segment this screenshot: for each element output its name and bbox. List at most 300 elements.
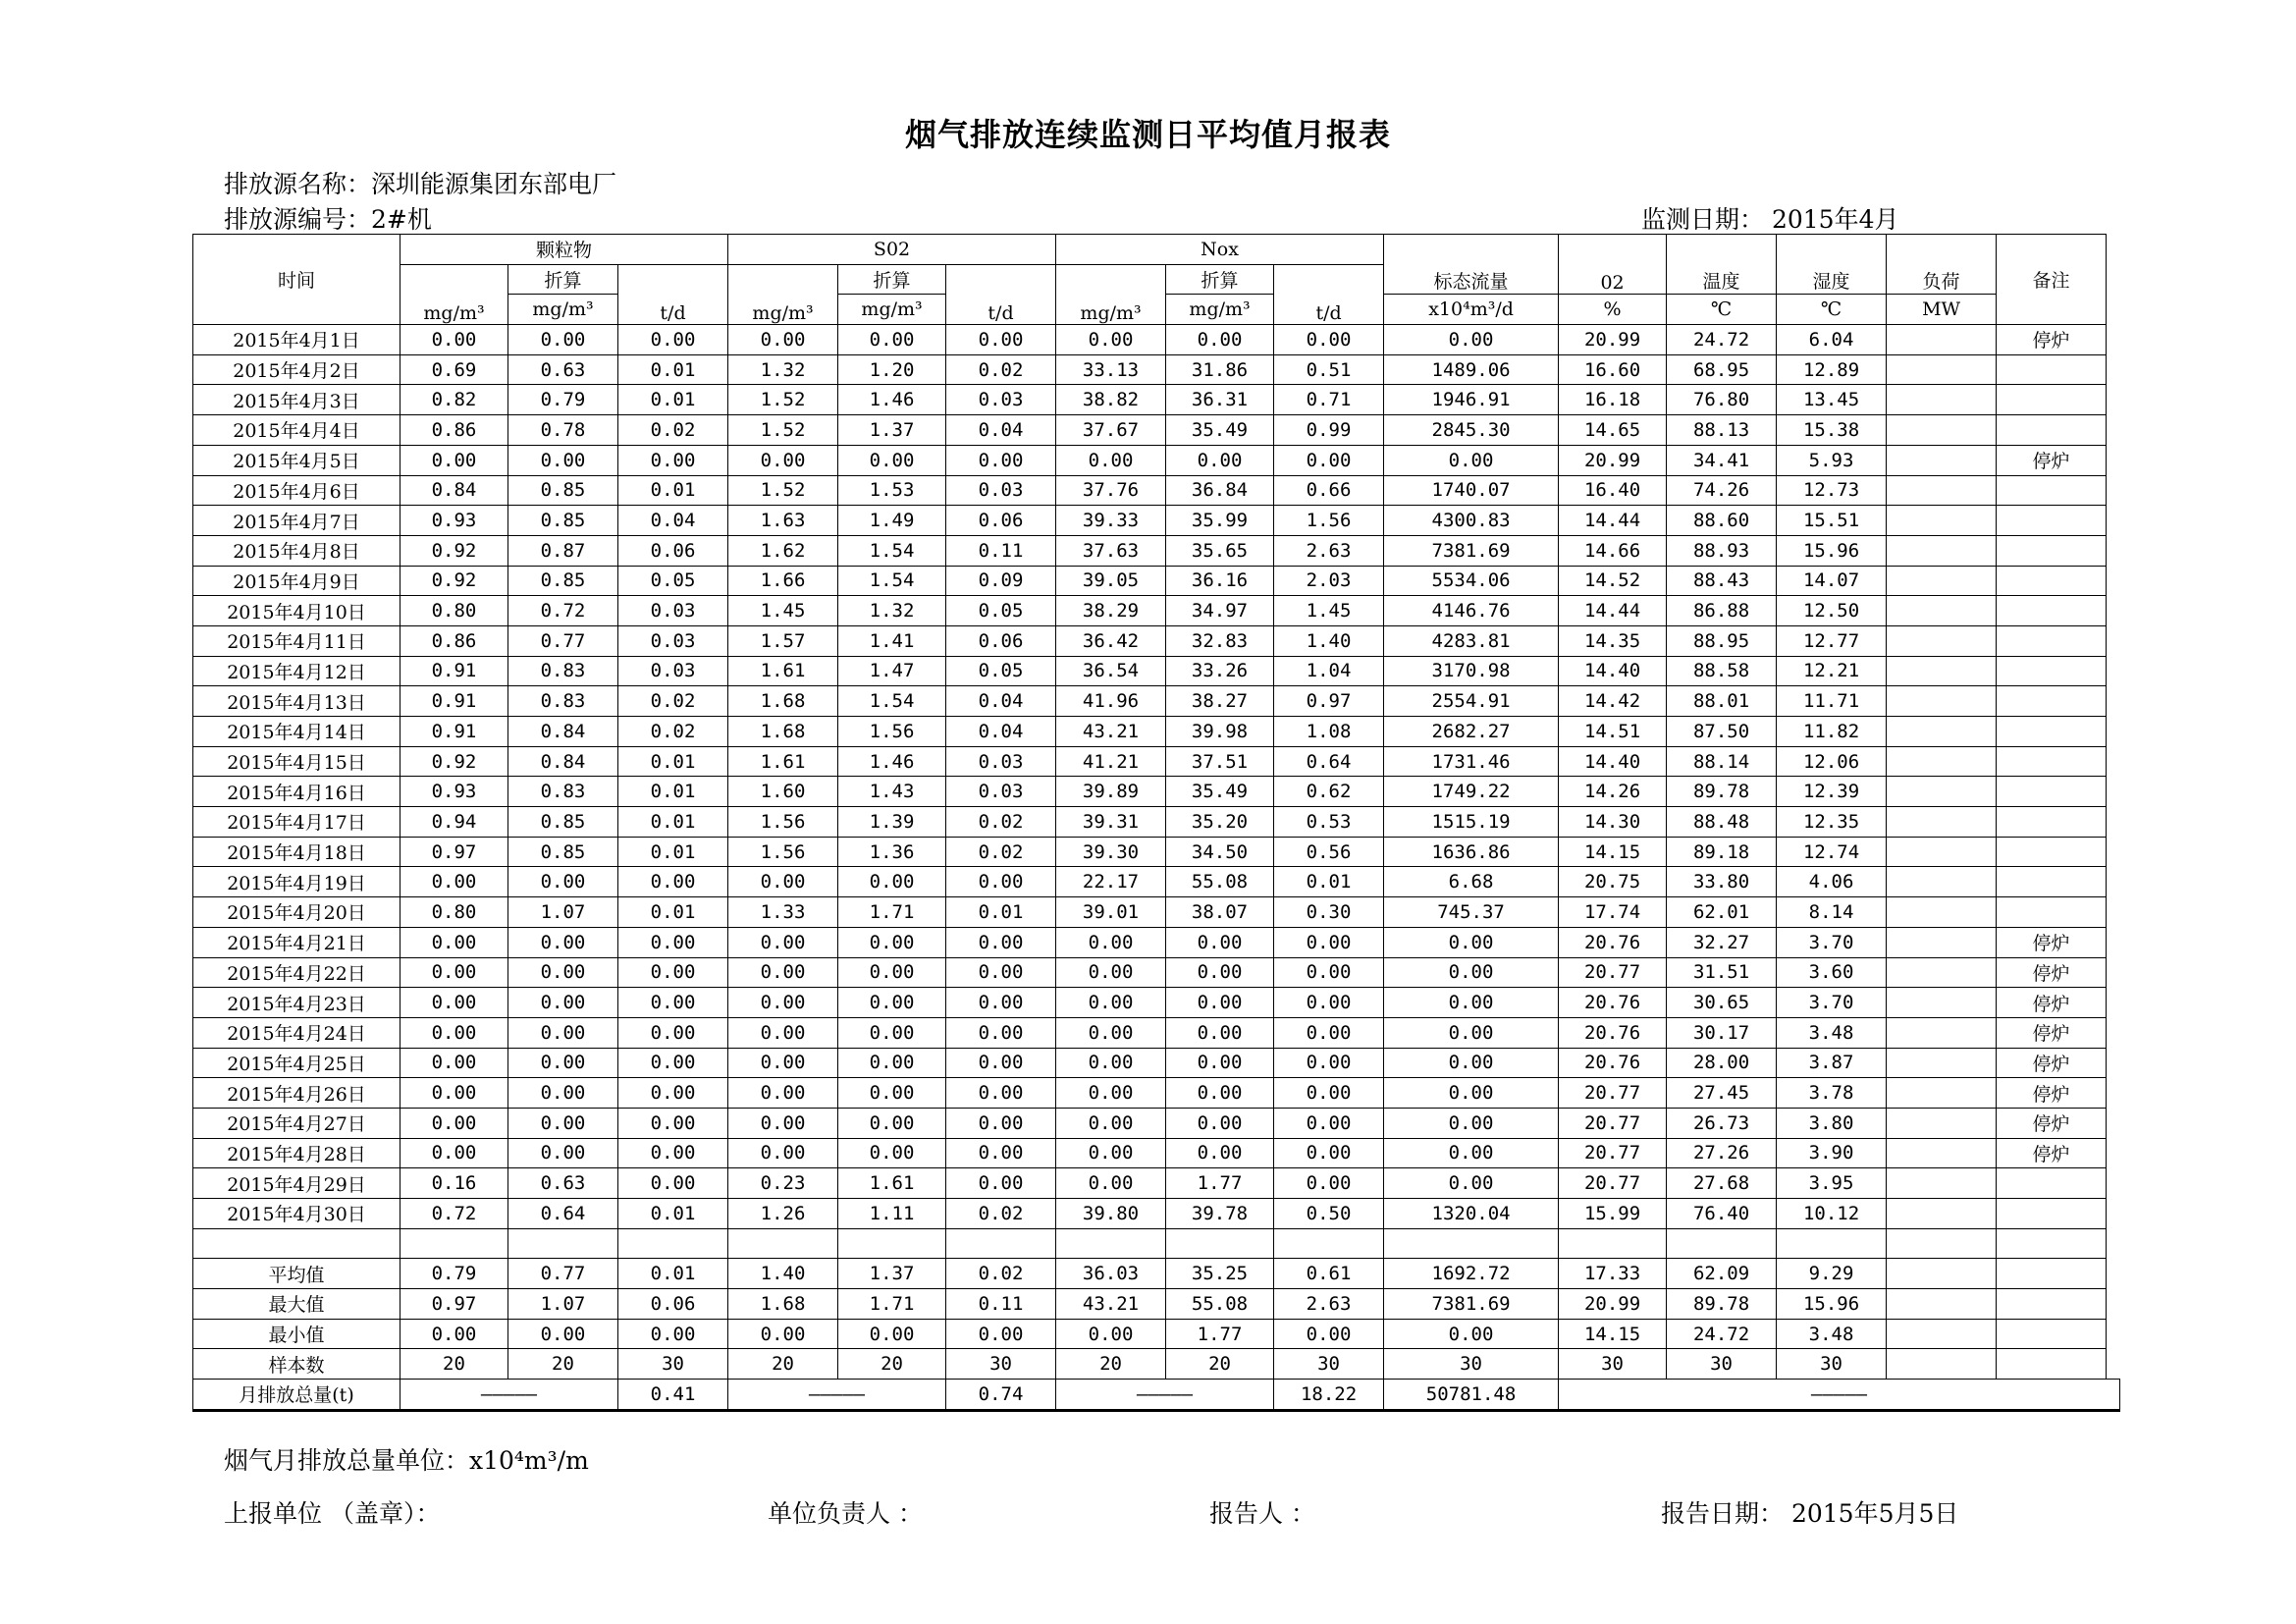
data-cell: 1.62 [728,535,838,566]
data-cell: 0.00 [838,1138,946,1168]
data-cell: 0.00 [946,867,1056,897]
data-cell [1887,1048,1997,1078]
data-cell: 0.00 [618,1048,728,1078]
data-cell: 74.26 [1667,475,1777,506]
data-cell: 12.77 [1777,625,1887,656]
data-cell: 10.12 [1777,1199,1887,1229]
data-cell: 0.83 [508,777,618,807]
data-cell: 0.01 [946,897,1056,928]
row-label-cell: 2015年4月18日 [193,837,400,867]
data-cell: 0.00 [1384,1319,1559,1349]
data-cell [1887,1017,1997,1048]
data-cell: 0.80 [400,897,508,928]
data-cell: 1.36 [838,837,946,867]
table-row [193,746,2120,777]
remark-cell: 停炉 [1997,1078,2107,1109]
data-cell: 1.26 [728,1199,838,1229]
remark-cell [1997,897,2107,928]
remark-cell: 停炉 [1997,988,2107,1018]
data-cell: 39.80 [1056,1199,1166,1229]
data-cell: 1731.46 [1384,746,1559,777]
data-cell [1887,1319,1997,1349]
row-label-cell: 2015年4月10日 [193,596,400,626]
header-humidity-unit: ℃ [1777,295,1887,325]
data-cell: 0.00 [838,988,946,1018]
data-cell: 32.27 [1667,927,1777,957]
data-cell: 0.00 [728,957,838,988]
data-cell: 12.21 [1777,656,1887,686]
data-cell: 0.00 [946,1048,1056,1078]
data-cell [1887,746,1997,777]
data-cell: 0.97 [1274,686,1384,717]
data-cell [1887,625,1997,656]
data-cell: 0.06 [946,506,1056,536]
data-cell: 12.74 [1777,837,1887,867]
header-so2-mg: mg/m³ [728,264,838,324]
data-cell: 3.48 [1777,1017,1887,1048]
data-cell: 0.00 [1166,1017,1274,1048]
remark-cell [1997,1319,2107,1349]
data-cell: 0.06 [618,535,728,566]
data-cell: 0.00 [1166,1108,1274,1138]
data-cell [1887,1078,1997,1109]
data-cell: 0.00 [1274,1319,1384,1349]
data-cell: 2.63 [1274,535,1384,566]
data-cell: 0.00 [618,445,728,475]
empty-cell [193,1228,400,1259]
data-cell: 0.91 [400,656,508,686]
data-cell: 1.56 [1274,506,1384,536]
data-cell: 0.00 [838,1048,946,1078]
data-cell: 0.00 [1384,1048,1559,1078]
data-cell: 0.87 [508,535,618,566]
data-cell: 0.00 [618,1168,728,1199]
data-cell [1887,717,1997,747]
data-cell: 0.64 [508,1199,618,1229]
data-cell: 1.66 [728,566,838,596]
data-cell: 0.82 [400,385,508,415]
empty-cell [508,1228,618,1259]
data-cell: 87.50 [1667,717,1777,747]
total-dash: ————— [400,1380,618,1411]
data-cell: 3.78 [1777,1078,1887,1109]
header-std-flow: 标态流量 [1384,235,1559,295]
data-cell: 20.77 [1559,1108,1667,1138]
row-label-cell: 2015年4月28日 [193,1138,400,1168]
data-cell: 62.09 [1667,1259,1777,1289]
empty-cell [618,1228,728,1259]
data-cell: 0.00 [1056,1017,1166,1048]
remark-cell [1997,777,2107,807]
data-cell: 3.48 [1777,1319,1887,1349]
data-cell: 0.30 [1274,897,1384,928]
data-cell: 1946.91 [1384,385,1559,415]
data-cell: 6.04 [1777,325,1887,355]
data-cell: 20.99 [1559,1289,1667,1320]
data-cell: 0.04 [946,717,1056,747]
data-cell: 0.02 [946,807,1056,838]
data-cell: 1.77 [1166,1319,1274,1349]
header-row-1 [193,235,2120,265]
empty-cell [400,1228,508,1259]
data-cell: 20 [1056,1349,1166,1380]
data-cell: 0.00 [400,957,508,988]
data-cell: 36.03 [1056,1259,1166,1289]
data-cell: 30 [946,1349,1056,1380]
total-dash: ————— [728,1380,946,1411]
data-cell: 20.76 [1559,1017,1667,1048]
data-cell: 0.00 [1056,1108,1166,1138]
data-cell: 34.50 [1166,837,1274,867]
row-label-cell: 2015年4月13日 [193,686,400,717]
data-cell: 0.00 [1056,988,1166,1018]
table-row [193,535,2120,566]
data-cell: 7381.69 [1384,1289,1559,1320]
data-cell: 0.02 [946,1199,1056,1229]
data-cell: 0.00 [838,1108,946,1138]
data-cell: 1.07 [508,1289,618,1320]
data-cell: 88.14 [1667,746,1777,777]
data-cell [1887,807,1997,838]
row-label-cell: 2015年4月22日 [193,957,400,988]
data-cell: 0.91 [400,686,508,717]
data-cell: 34.41 [1667,445,1777,475]
data-cell [1887,596,1997,626]
remark-cell: 停炉 [1997,1048,2107,1078]
data-cell: 0.05 [618,566,728,596]
row-label-cell: 2015年4月24日 [193,1017,400,1048]
header-remark: 备注 [1997,235,2107,325]
data-cell [1887,927,1997,957]
data-cell: 0.62 [1274,777,1384,807]
empty-cell [1384,1228,1559,1259]
data-cell: 1.57 [728,625,838,656]
data-cell: 0.51 [1274,354,1384,385]
data-cell: 0.00 [946,1108,1056,1138]
stats-row [193,1289,2120,1320]
data-cell: 14.66 [1559,535,1667,566]
data-cell: 14.40 [1559,656,1667,686]
data-cell: 0.86 [400,625,508,656]
data-cell: 0.00 [618,1017,728,1048]
data-cell: 0.00 [728,988,838,1018]
remark-cell [1997,867,2107,897]
data-cell: 0.94 [400,807,508,838]
data-cell: 1.37 [838,1259,946,1289]
data-cell: 26.73 [1667,1108,1777,1138]
remark-cell [1997,475,2107,506]
data-cell: 0.00 [838,1078,946,1109]
data-cell: 0.05 [946,656,1056,686]
remark-cell [1997,535,2107,566]
table-row [193,1168,2120,1199]
data-cell: 88.01 [1667,686,1777,717]
header-nox-converted-unit: mg/m³ [1166,295,1274,325]
data-cell: 1.32 [728,354,838,385]
data-cell: 20.99 [1559,325,1667,355]
data-cell [1887,475,1997,506]
data-cell [1887,988,1997,1018]
data-cell: 0.00 [1166,988,1274,1018]
remark-cell [1997,746,2107,777]
data-cell: 0.04 [946,415,1056,446]
data-cell: 1.61 [728,656,838,686]
data-cell: 88.60 [1667,506,1777,536]
data-cell: 36.16 [1166,566,1274,596]
data-cell: 55.08 [1166,1289,1274,1320]
data-cell: 0.00 [1274,927,1384,957]
header-so2-converted-unit: mg/m³ [838,295,946,325]
row-label-cell: 最大值 [193,1289,400,1320]
data-cell: 0.00 [1056,1048,1166,1078]
data-cell: 0.02 [946,1259,1056,1289]
data-cell: 32.83 [1166,625,1274,656]
empty-cell [1166,1228,1274,1259]
data-cell: 1.08 [1274,717,1384,747]
data-cell: 0.00 [1056,1168,1166,1199]
data-cell: 0.00 [508,445,618,475]
data-cell [1887,1108,1997,1138]
data-cell: 0.00 [508,927,618,957]
data-cell: 0.00 [1056,1138,1166,1168]
table-row [193,686,2120,717]
data-cell: 0.01 [618,1199,728,1229]
footer-reporter: 报告人 ： [1209,1499,1315,1528]
row-label-cell: 2015年4月14日 [193,717,400,747]
row-label-cell: 2015年4月9日 [193,566,400,596]
data-cell: 1.63 [728,506,838,536]
data-cell: 30 [1384,1349,1559,1380]
data-cell: 1.07 [508,897,618,928]
header-nox: Nox [1056,235,1384,265]
data-cell: 11.82 [1777,717,1887,747]
data-cell: 0.79 [508,385,618,415]
footer-reporting-unit: 上报单位 （盖章）： [224,1499,441,1528]
remark-cell [1997,385,2107,415]
empty-cell [1777,1228,1887,1259]
data-cell: 0.00 [1166,957,1274,988]
remark-cell [1997,656,2107,686]
data-cell: 1.54 [838,686,946,717]
data-cell: 0.50 [1274,1199,1384,1229]
table-row [193,867,2120,897]
data-cell: 20.77 [1559,957,1667,988]
total-label: 月排放总量(t) [193,1380,400,1411]
data-cell: 0.00 [400,867,508,897]
remark-cell: 停炉 [1997,957,2107,988]
data-cell [1887,445,1997,475]
data-cell: 15.99 [1559,1199,1667,1229]
data-cell: 1.52 [728,415,838,446]
data-cell: 0.00 [728,1319,838,1349]
data-cell: 1.40 [728,1259,838,1289]
data-cell: 0.00 [618,988,728,1018]
data-cell: 0.00 [1274,445,1384,475]
table-row [193,475,2120,506]
data-cell: 0.00 [946,445,1056,475]
row-label-cell: 2015年4月12日 [193,656,400,686]
total-particulate: 0.41 [618,1380,728,1411]
data-cell: 0.00 [508,1138,618,1168]
total-row [193,1380,2120,1411]
data-cell: 0.03 [946,475,1056,506]
data-cell: 0.00 [728,867,838,897]
data-cell: 3170.98 [1384,656,1559,686]
data-cell: 0.00 [1166,1048,1274,1078]
data-cell: 27.45 [1667,1078,1777,1109]
data-cell: 0.00 [838,1319,946,1349]
data-cell: 0.01 [618,385,728,415]
data-cell: 37.76 [1056,475,1166,506]
data-cell: 41.96 [1056,686,1166,717]
empty-cell [946,1228,1056,1259]
remark-cell: 停炉 [1997,1138,2107,1168]
data-cell [1887,385,1997,415]
data-cell: 0.00 [946,1138,1056,1168]
data-cell: 0.03 [946,746,1056,777]
report-title: 烟气排放连续监测日平均值月报表 [904,116,1391,153]
data-cell: 0.85 [508,506,618,536]
data-cell: 17.74 [1559,897,1667,928]
data-cell: 30.65 [1667,988,1777,1018]
footer-unit-head: 单位负责人 ： [768,1499,923,1528]
data-cell: 1.77 [1166,1168,1274,1199]
data-cell: 1.47 [838,656,946,686]
data-cell: 37.67 [1056,415,1166,446]
header-nox-converted: 折算 [1166,264,1274,295]
data-cell: 0.00 [946,1168,1056,1199]
remark-cell [1997,506,2107,536]
data-cell: 20 [1166,1349,1274,1380]
row-label-cell: 2015年4月27日 [193,1108,400,1138]
data-cell: 3.80 [1777,1108,1887,1138]
data-cell: 0.72 [400,1199,508,1229]
data-cell: 0.84 [508,746,618,777]
data-cell: 0.00 [1384,957,1559,988]
data-cell: 0.00 [1384,1168,1559,1199]
header-particulate-mg: mg/m³ [400,264,508,324]
data-cell: 20.76 [1559,1048,1667,1078]
header-so2-td: t/d [946,264,1056,324]
data-cell: 0.00 [618,1108,728,1138]
data-cell: 0.00 [400,1017,508,1048]
header-so2-converted: 折算 [838,264,946,295]
data-cell: 14.44 [1559,506,1667,536]
data-cell: 28.00 [1667,1048,1777,1078]
data-cell [1887,535,1997,566]
header-load-unit: MW [1887,295,1997,325]
data-cell: 1.49 [838,506,946,536]
data-cell: 0.00 [1274,1048,1384,1078]
separator-row [193,1228,2120,1259]
data-cell: 0.00 [400,1108,508,1138]
data-cell: 89.18 [1667,837,1777,867]
row-label-cell: 2015年4月21日 [193,927,400,957]
data-cell: 3.70 [1777,927,1887,957]
data-cell: 0.00 [728,1078,838,1109]
data-cell: 0.00 [508,867,618,897]
data-cell: 20.77 [1559,1138,1667,1168]
data-cell: 0.00 [1274,957,1384,988]
data-cell: 5.93 [1777,445,1887,475]
remark-cell [1997,566,2107,596]
data-cell: 1.46 [838,746,946,777]
data-cell: 0.00 [1056,445,1166,475]
data-cell: 0.06 [946,625,1056,656]
data-cell: 0.00 [838,1017,946,1048]
data-cell: 0.84 [400,475,508,506]
header-o2: 02 [1559,235,1667,295]
data-cell: 14.44 [1559,596,1667,626]
data-cell: 0.63 [508,354,618,385]
header-load: 负荷 [1887,235,1997,295]
data-cell: 0.00 [618,1078,728,1109]
data-cell: 0.02 [618,686,728,717]
data-cell: 20.76 [1559,988,1667,1018]
data-cell [1887,1199,1997,1229]
total-flow: 50781.48 [1384,1380,1559,1411]
table-row [193,625,2120,656]
data-cell: 20 [400,1349,508,1380]
data-cell: 4283.81 [1384,625,1559,656]
data-cell: 0.01 [618,1259,728,1289]
data-cell: 16.60 [1559,354,1667,385]
data-cell: 0.00 [1274,325,1384,355]
row-label-cell: 2015年4月16日 [193,777,400,807]
data-cell: 33.13 [1056,354,1166,385]
data-cell: 0.63 [508,1168,618,1199]
units-note: 烟气月排放总量单位：x10⁴m³/m [224,1446,589,1475]
data-cell: 36.84 [1166,475,1274,506]
data-cell: 0.04 [618,506,728,536]
data-cell: 0.80 [400,596,508,626]
remark-cell [1997,596,2107,626]
data-cell: 0.02 [946,354,1056,385]
data-cell: 1.20 [838,354,946,385]
data-cell: 36.42 [1056,625,1166,656]
row-label-cell: 2015年4月30日 [193,1199,400,1229]
data-cell: 88.93 [1667,535,1777,566]
data-cell: 24.72 [1667,1319,1777,1349]
data-cell: 0.83 [508,656,618,686]
data-cell [1887,957,1997,988]
data-cell: 0.00 [946,1078,1056,1109]
data-cell: 20 [838,1349,946,1380]
remark-cell: 停炉 [1997,325,2107,355]
data-cell: 0.01 [618,475,728,506]
data-cell: 0.85 [508,566,618,596]
data-cell: 39.78 [1166,1199,1274,1229]
data-cell: 39.98 [1166,717,1274,747]
data-cell: 0.00 [1166,325,1274,355]
data-cell: 1.56 [728,837,838,867]
data-cell: 89.78 [1667,1289,1777,1320]
data-cell: 0.00 [946,957,1056,988]
data-cell: 43.21 [1056,1289,1166,1320]
data-cell: 39.33 [1056,506,1166,536]
data-cell: 0.00 [946,927,1056,957]
remark-cell: 停炉 [1997,445,2107,475]
row-label-cell: 最小值 [193,1319,400,1349]
data-cell [1887,1289,1997,1320]
data-cell: 1.68 [728,686,838,717]
data-cell: 0.00 [400,1138,508,1168]
data-cell: 1.40 [1274,625,1384,656]
data-cell: 30 [1274,1349,1384,1380]
data-cell: 0.77 [508,625,618,656]
data-cell [1887,1168,1997,1199]
data-cell: 0.06 [618,1289,728,1320]
